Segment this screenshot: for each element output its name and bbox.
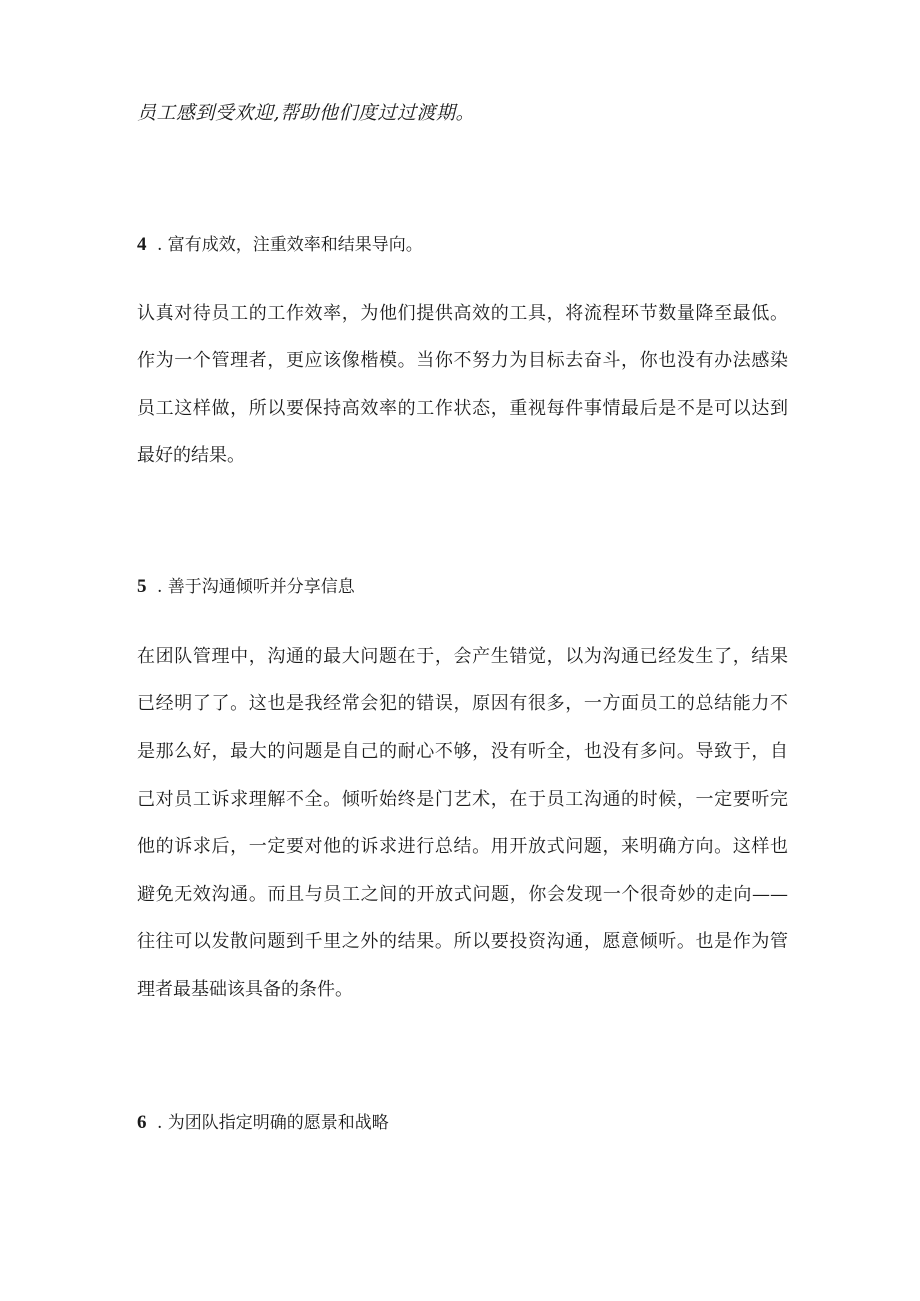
paragraph-line: 员工这样做，所以要保持高效率的工作状态，重视每件事情最后是不是可以达到 [137, 398, 788, 419]
section-title: . 富有成效，注重效率和结果导向。 [157, 235, 423, 255]
section-number: 5 [137, 576, 147, 597]
paragraph-line: 在团队管理中，沟通的最大问题在于，会产生错觉，以为沟通已经发生了，结果 [137, 646, 788, 667]
paragraph-line: 已经明了了。这也是我经常会犯的错误，原因有很多，一方面员工的总结能力不 [137, 693, 788, 714]
section-title: . 善于沟通倾听并分享信息 [157, 577, 355, 597]
intro-line: 员工感到受欢迎,帮助他们度过过渡期。 [137, 102, 476, 124]
paragraph-line: 己对员工诉求理解不全。倾听始终是门艺术，在于员工沟通的时候，一定要听完 [137, 789, 788, 810]
paragraph-line: 作为一个管理者，更应该像楷模。当你不努力为目标去奋斗，你也没有办法感染 [137, 350, 788, 371]
section-title: . 为团队指定明确的愿景和战略 [157, 1113, 389, 1133]
paragraph-line: 理者最基础该具备的条件。 [137, 979, 353, 1000]
section-number: 4 [137, 234, 147, 255]
section-heading-6 [137, 1111, 389, 1135]
paragraph-line: 往往可以发散问题到千里之外的结果。所以要投资沟通，愿意倾听。也是作为管 [137, 931, 788, 952]
section-heading-5 [137, 575, 355, 599]
section-heading-4 [137, 233, 423, 257]
paragraph-line: 认真对待员工的工作效率，为他们提供高效的工具，将流程环节数量降至最低。 [137, 303, 788, 324]
paragraph-line: 最好的结果。 [137, 445, 245, 466]
section-number: 6 [137, 1112, 147, 1133]
paragraph-line: 是那么好，最大的问题是自己的耐心不够，没有听全，也没有多问。导致于，自 [137, 741, 788, 762]
paragraph-line: 他的诉求后，一定要对他的诉求进行总结。用开放式问题，来明确方向。这样也 [137, 836, 788, 857]
paragraph-line: 避免无效沟通。而且与员工之间的开放式问题，你会发现一个很奇妙的走向—— [137, 884, 788, 905]
